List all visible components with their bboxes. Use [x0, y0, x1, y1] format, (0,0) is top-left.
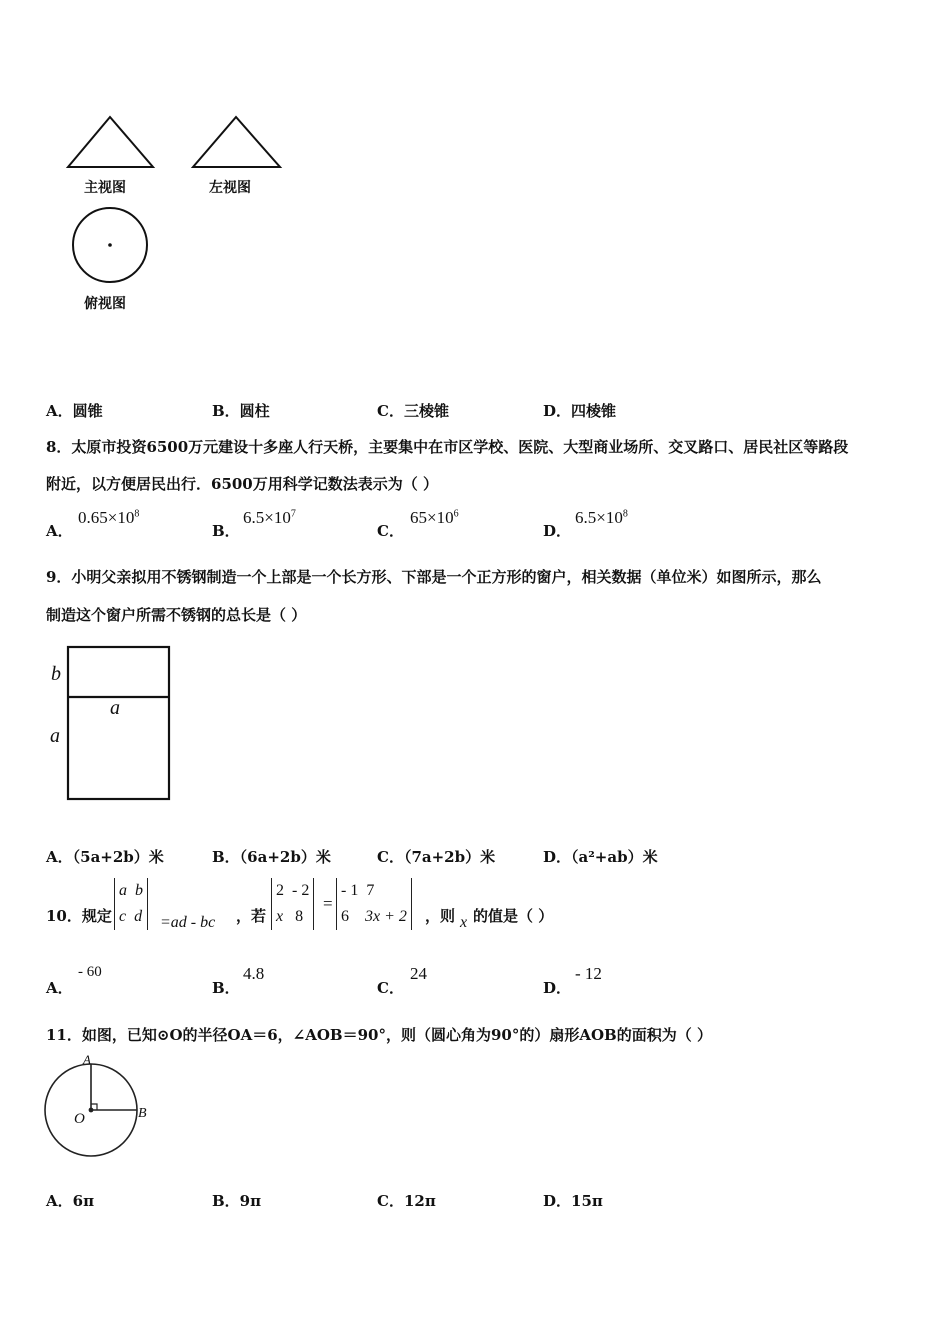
q8-option-b-letter: B．: [212, 522, 240, 540]
window-label-a-top: a: [110, 697, 120, 719]
q10-option-d[interactable]: D．: [543, 979, 572, 997]
top-view-label: 俯视图: [84, 296, 126, 312]
q9-option-c[interactable]: C．（7a+2b）米: [377, 848, 496, 866]
top-view-center-dot: [108, 243, 112, 247]
center-point-o: [89, 1108, 94, 1113]
det-abcd: [114, 878, 148, 930]
det3-r1c2: 7: [366, 882, 375, 899]
q10-option-b[interactable]: B．: [212, 979, 240, 997]
q7-option-c[interactable]: C．三棱锥: [377, 402, 449, 420]
q8-d-exp: 8: [622, 508, 628, 520]
figure-label-b: B: [138, 1106, 147, 1121]
q10-option-c-value: 24: [410, 964, 427, 983]
q8-option-c-letter: C．: [377, 522, 404, 540]
window-label-a-left: a: [50, 725, 60, 747]
q11-option-d[interactable]: D．15π: [543, 1192, 603, 1210]
q10-option-d-value: - 12: [575, 964, 602, 983]
q8-option-b-value: [243, 508, 296, 528]
q10-determinant-definition: [114, 878, 148, 930]
det1-b: b: [135, 882, 143, 899]
left-view-label: 左视图: [209, 180, 251, 196]
q10-determinant-left: [271, 878, 314, 930]
q10-option-a-value: - 60: [78, 964, 102, 980]
q8-stem-line1: 8．太原市投资6500万元建设十多座人行天桥，主要集中在市区学校、医院、大型商业场所、交叉路口、居民社区等路段: [46, 438, 849, 456]
q8-option-b[interactable]: [212, 520, 240, 541]
det2-r1c1: 2: [276, 882, 284, 899]
three-views-figure: [60, 110, 300, 315]
q10-determinant-right: [336, 878, 412, 930]
q8-b-exp: 7: [290, 508, 296, 520]
det1-a: a: [119, 882, 127, 899]
q10-prefix: 10．规定: [46, 907, 112, 925]
q11-option-b[interactable]: B．9π: [212, 1192, 262, 1210]
q10-variable: x: [460, 914, 468, 931]
q9-stem-line2: 制造这个窗户所需不锈钢的总长是（ ）: [46, 606, 307, 624]
det3-r1c1: - 1: [341, 882, 359, 899]
q8-option-d-letter: D．: [543, 522, 572, 540]
q8-stem-line2: 附近，以方便居民出行．6500万用科学记数法表示为（ ）: [46, 475, 438, 493]
q8-option-a-letter: A．: [46, 522, 73, 540]
q10-mid: ，若: [236, 907, 267, 925]
det2-r2c1: x: [276, 908, 284, 925]
det3-r2c2: 3x + 2: [365, 908, 407, 925]
q11-option-a[interactable]: A．6π: [46, 1192, 95, 1210]
q9-stem-line1: 9．小明父亲拟用不锈钢制造一个上部是一个长方形、下部是一个正方形的窗户，相关数据（单位米）如图所示，那么: [46, 568, 822, 586]
q10-rhs: =ad - bc: [160, 914, 216, 931]
q9-option-b[interactable]: B．（6a+2b）米: [212, 848, 331, 866]
front-view-triangle: [68, 117, 153, 167]
q8-c-exp: 6: [453, 508, 459, 520]
q8-option-c-value: [410, 508, 459, 528]
front-view-label: 主视图: [84, 180, 126, 196]
q8-c-base: 65×10: [410, 508, 454, 527]
q8-a-exp: 8: [134, 508, 140, 520]
det3-r2c1: 6: [341, 908, 349, 925]
det2-r1c2: - 2: [292, 882, 310, 899]
det-left: [271, 878, 314, 930]
q8-option-a[interactable]: [46, 520, 73, 541]
q8-option-c[interactable]: [377, 520, 404, 541]
q10-option-b-value: 4.8: [243, 964, 265, 983]
det2-r2c2: 8: [295, 908, 304, 925]
q8-d-base: 6.5×10: [575, 508, 623, 527]
window-label-b: b: [51, 663, 61, 685]
det1-d: d: [134, 908, 143, 925]
det-right: [336, 878, 412, 930]
q8-b-base: 6.5×10: [243, 508, 291, 527]
q7-option-d[interactable]: D．四棱锥: [543, 402, 617, 420]
q11-stem: 11．如图，已知⊙O的半径OA＝6，∠AOB＝90°，则（圆心角为90°的）扇形AOB的面积为（ ）: [46, 1026, 712, 1044]
det1-c: c: [119, 908, 127, 925]
q9-option-a[interactable]: A．（5a+2b）米: [46, 848, 164, 866]
left-view-triangle: [193, 117, 280, 167]
figure-label-o: O: [74, 1111, 85, 1127]
q10-suffix2: 的值是（ ）: [473, 907, 554, 925]
q8-option-d-value: [575, 508, 628, 528]
window-figure: [66, 645, 172, 803]
q10-option-a[interactable]: A．: [46, 979, 73, 997]
q9-option-d[interactable]: D．（a²+ab）米: [543, 848, 658, 866]
q8-a-base: 0.65×10: [78, 508, 135, 527]
q7-option-a[interactable]: A．圆锥: [46, 402, 103, 420]
q8-option-a-value: [78, 508, 139, 528]
figure-label-a: A: [83, 1052, 91, 1067]
q8-option-d[interactable]: [543, 520, 571, 541]
window-outer-frame: [68, 647, 169, 799]
q7-option-b[interactable]: B．圆柱: [212, 402, 270, 420]
q10-option-c[interactable]: C．: [377, 979, 404, 997]
q10-equals: =: [323, 894, 333, 913]
q10-suffix1: ，则: [425, 907, 456, 925]
q11-option-c[interactable]: C．12π: [377, 1192, 436, 1210]
